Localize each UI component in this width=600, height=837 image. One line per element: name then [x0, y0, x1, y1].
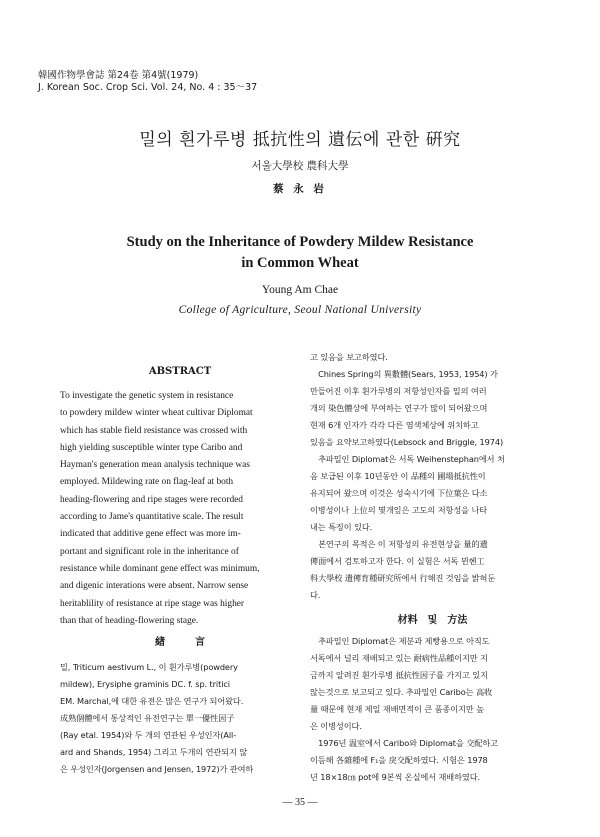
body-line: 있음을 요약보고하였다(Lebsock and Briggle, 1974): [310, 437, 504, 447]
body-line: 고 있음을 보고하였다.: [310, 352, 388, 362]
intro-continued-text: [310, 349, 555, 604]
intro-text: [60, 659, 300, 778]
author-korean: 蔡 永 岩: [273, 183, 327, 195]
abstract-line: according to Jame's quantitative scale. The result: [60, 512, 244, 523]
body-line: 내는 특징이 있다.: [310, 522, 373, 532]
body-line: 傳面에서 검토하고자 한다. 이 실험은 서독 뮌헨工: [310, 556, 485, 566]
intro-line: 밀, Triticum aestivum L., 이 흰가루병(powdery: [60, 662, 238, 672]
abstract-line: high yielding susceptible winter type Caribo and: [60, 442, 243, 453]
methods-line: 년 18×18㎝ pot에 9본씩 온실에서 재배하였다.: [310, 772, 481, 782]
body-line: 추파밀인 Diplomat은 서독 Weihenstephan에서 처: [310, 454, 505, 464]
methods-line: 금까지 알려진 흰가루병 抵抗性因子를 가지고 있지: [310, 670, 488, 680]
abstract-line: employed. Mildewing rate on flag-leaf at both: [60, 477, 234, 488]
body-line: Chines Spring의 異數體(Sears, 1953, 1954) 가: [310, 369, 498, 379]
body-line: 다.: [310, 590, 321, 600]
intro-heading: 緖 言: [155, 637, 205, 648]
intro-line: EM. Marchal,에 대한 유전은 많은 연구가 되어왔다.: [60, 696, 244, 706]
abstract-line: indicated that additive gene effect was more im-: [60, 529, 241, 540]
abstract-line: To investigate the genetic system in resistance: [60, 391, 234, 401]
intro-line: ard and Shands, 1954) 그리고 두개의 연관되지 않: [60, 747, 248, 757]
abstract-line: resistance while dominant gene effect was minimum,: [60, 563, 260, 574]
abstract-line: which has stable field resistance was crossed with: [60, 425, 248, 436]
journal-citation-ko: 韓國作物學會誌 第24卷 第4號(1979): [38, 70, 199, 81]
title-korean: 밀의 흰가루병 抵抗性의 遺伝에 관한 硏究: [139, 130, 461, 150]
methods-line: 서독에서 널리 재배되고 있는 耐病性品種이지만 지: [310, 653, 488, 663]
abstract-line: and digenic interations were absent. Narrow sense: [60, 581, 249, 592]
title-english: [0, 232, 600, 274]
methods-heading: 材料 및 方法: [397, 615, 468, 626]
body-line: 유지되어 왔으며 이것은 성숙시기에 下位葉은 다소: [310, 488, 488, 498]
body-line: 본연구의 목적은 이 저항성의 유전현상을 量的遺: [310, 539, 488, 549]
intro-line: 成熟個體에서 통상적인 유전연구는 單一優性因子: [60, 713, 235, 723]
right-column-top: [310, 349, 555, 604]
affiliation-english: College of Agriculture, Seoul National University: [178, 304, 422, 316]
abstract-line: heritablility of resistance at ripe stage was higher: [60, 598, 245, 609]
intro-body: [60, 659, 300, 778]
abstract-text: [60, 388, 300, 630]
body-line: 科大學校 遺傳育種研究所에서 行해진 것임을 밝혀둔: [310, 573, 496, 583]
journal-header: [38, 70, 257, 94]
body-line: 만들어진 이후 흰가루병의 저항성인자를 밀의 여러: [310, 386, 487, 396]
methods-line: 추파밀인 Diplomat은 제분과 제빵용으로 아직도: [310, 636, 490, 646]
methods-line: 않는것으로 보고되고 있다. 추파밀인 Caribo는 高收: [310, 687, 493, 697]
abstract-line: heading-flowering and ripe stages were recorded: [60, 494, 243, 505]
body-line: 개의 染色體상에 부여하는 연구가 많이 되어왔으며: [310, 403, 488, 413]
intro-line: mildew), Erysiphe graminis DC. f. sp. tritici: [60, 679, 230, 689]
body-line: 현재 6개 인자가 각각 다른 염색체상에 위치하고: [310, 420, 479, 430]
methods-line: 이듬해 各雜種에 F₁을 戾交配하였다. 시험은 1978: [310, 755, 488, 765]
abstract-line: to powdery mildew winter wheat cultivar Diplomat: [60, 408, 253, 419]
title-english-line-1: Study on the Inheritance of Powdery Mildew Resistance: [126, 234, 474, 250]
intro-line: (Ray etal. 1954)와 두 개의 연관된 우성인자(All-: [60, 730, 237, 740]
methods-text: [310, 633, 555, 786]
body-line: 이병성이나 上位의 몇개잎은 고도의 저항성을 나타: [310, 505, 488, 515]
journal-citation-en: J. Korean Soc. Crop Sci. Vol. 24, No. 4 : 35～37: [38, 82, 258, 93]
abstract-line: than that of heading-flowering stage.: [60, 615, 199, 626]
title-english-line-2: in Common Wheat: [241, 255, 359, 271]
abstract-heading: ABSTRACT: [148, 366, 212, 377]
methods-line: 量 때문에 현재 제일 재배면적이 큰 품종이지만 높: [310, 704, 484, 714]
affiliation-korean: 서울大學校 農科大學: [251, 160, 349, 172]
methods-line: 1976년 温室에서 Caribo와 Diplomat을 交配하고: [310, 738, 498, 748]
intro-line: 은 우성인자(Jorgensen and Jensen, 1972)가 관여하: [60, 764, 254, 774]
abstract-line: Hayman's generation mean analysis technique was: [60, 460, 250, 471]
methods-line: 은 이병성이다.: [310, 721, 362, 731]
body-line: 음 보급된 이후 10년동안 이 品種의 圃場抵抗性이: [310, 471, 486, 481]
page-number: — 35 —: [282, 797, 318, 808]
author-english: Young Am Chae: [261, 284, 339, 296]
abstract-body: [60, 388, 300, 630]
abstract-line: portant and significant role in the inheritance of: [60, 546, 239, 557]
right-column-bottom: [310, 633, 555, 786]
